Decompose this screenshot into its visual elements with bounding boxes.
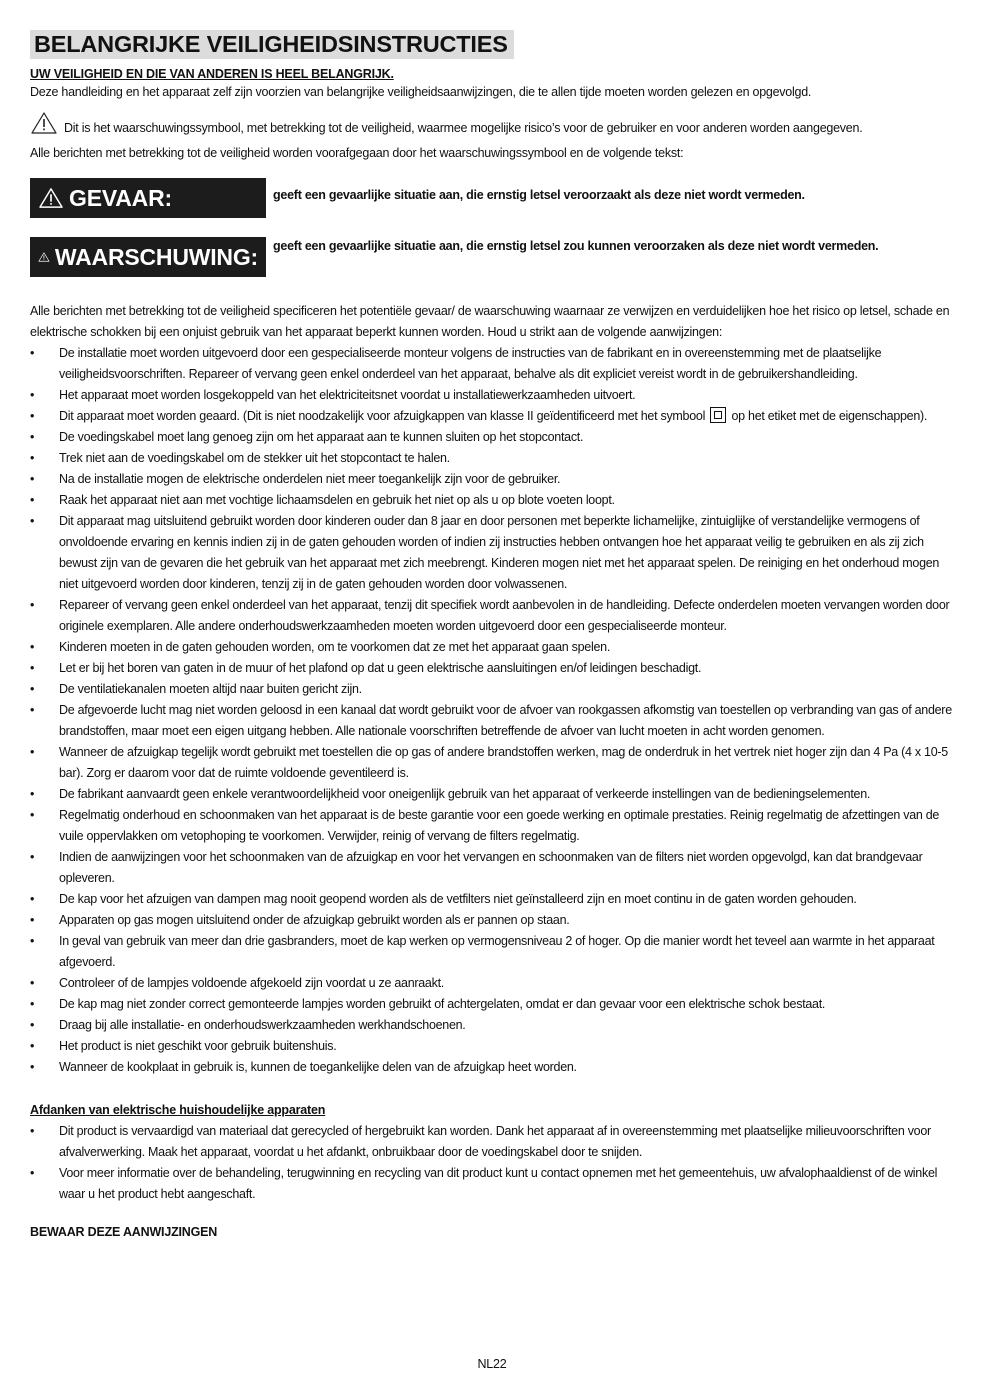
bullet-dot: • xyxy=(30,451,35,465)
list-item-text: De afgevoerde lucht mag niet worden geloosd in een kanaal dat wordt gebruikt voor de afvoer van rookgassen afkomstig van toestellen op verbranding van gas of andere brandstoffen, maar moet een eigen uitgang hebben. Alle nationale voorschriften betreffende de afvoer van lucht moeten in acht worden genomen. xyxy=(59,703,952,738)
list-item xyxy=(30,805,956,847)
list-item xyxy=(30,931,956,973)
bullet-dot: • xyxy=(30,997,35,1011)
bullet-dot: • xyxy=(30,976,35,990)
list-item-text: Apparaten op gas mogen uitsluitend onder de afzuigkap gebruikt worden als er pannen op staan. xyxy=(59,913,570,927)
safety-instructions-list xyxy=(30,343,956,1078)
intro-paragraph: Deze handleiding en het apparaat zelf zijn voorzien van belangrijke veiligheidsaanwijzingen, die te allen tijde moeten worden gelezen en opgevolgd. xyxy=(30,85,812,99)
bullet-dot: • xyxy=(30,430,35,444)
bullet-dot: • xyxy=(30,913,35,927)
warning-label: WAARSCHUWING: xyxy=(54,243,258,270)
bullet-dot: • xyxy=(30,661,35,675)
list-item-text: De kap mag niet zonder correct gemonteerde lampjes worden gebruikt of achtergelaten, omdat er dan gevaar voor een elektrische schok bestaat. xyxy=(59,997,826,1011)
list-item-text: De fabrikant aanvaardt geen enkele verantwoordelijkheid voor oneigenlijk gebruik van het apparaat of verkeerde instellingen van de bedieningselementen. xyxy=(59,787,871,801)
bullet-dot: • xyxy=(30,850,35,864)
list-item xyxy=(30,343,956,385)
list-item-text: De installatie moet worden uitgevoerd door een gespecialiseerde monteur volgens de instructies van de fabrikant en in overeenstemming met de plaatselijke veiligheidsvoorschriften. Repareer of vervang geen enkel onderdeel van het apparaat, behalve als dit expliciet vereist wordt in de gebruikershandleiding. xyxy=(59,346,882,381)
list-item xyxy=(30,973,956,994)
list-item xyxy=(30,847,956,889)
page-title-box xyxy=(30,30,514,59)
page-content xyxy=(30,30,956,1239)
list-item-text: Raak het apparaat niet aan met vochtige lichaamsdelen en gebruik het niet op als u op blote voeten loopt. xyxy=(59,493,615,507)
list-item xyxy=(30,1121,956,1163)
list-item xyxy=(30,595,956,637)
bullet-dot: • xyxy=(30,1124,35,1138)
danger-triangle-icon xyxy=(38,187,64,209)
list-item-text: Dit product is vervaardigd van materiaal dat gerecycled of hergebruikt kan worden. Dank het apparaat af in overeenstemming met plaatselijke milieuvoorschriften voor afvalverwerking. Maak het apparaat, voordat u het afdankt, onbruikbaar door de voedingskabel door te snijden. xyxy=(59,1124,931,1159)
bullet-dot: • xyxy=(30,934,35,948)
list-item-text: In geval van gebruik van meer dan drie gasbranders, moet de kap werken op vermogensniveau 2 of hoger. Op die manier wordt het teveel aan warmte in het apparaat afgevoerd. xyxy=(59,934,935,969)
bullet-dot: • xyxy=(30,409,35,423)
list-item xyxy=(30,742,956,784)
class-ii-symbol-icon xyxy=(710,407,726,423)
list-item xyxy=(30,994,956,1015)
page-number: NL22 xyxy=(477,1357,507,1371)
list-item xyxy=(30,1163,956,1205)
list-item xyxy=(30,1036,956,1057)
list-item-text: Let er bij het boren van gaten in de muur of het plafond op dat u geen elektrische aansluitingen en/of leidingen beschadigt. xyxy=(59,661,702,675)
bullet-dot: • xyxy=(30,703,35,717)
warning-description: geeft een gevaarlijke situatie aan, die ernstig letsel zou kunnen veroorzaken als deze niet wordt vermeden. xyxy=(273,239,879,253)
danger-label: GEVAAR: xyxy=(69,184,172,211)
bullet-dot: • xyxy=(30,640,35,654)
list-item-text: Voor meer informatie over de behandeling, terugwinning en recycling van dit product kunt u contact opnemen met het gemeentehuis, uw afvalophaaldienst of de winkel waar u het product hebt aangeschaft. xyxy=(59,1166,938,1201)
bullet-dot: • xyxy=(30,598,35,612)
list-item-text: Het apparaat moet worden losgekoppeld van het elektriciteitsnet voordat u installatiewerkzaamheden uitvoert. xyxy=(59,388,636,402)
list-item xyxy=(30,511,956,595)
list-item xyxy=(30,1057,956,1078)
warning-triangle-icon xyxy=(30,111,58,135)
warning-symbol-text: Dit is het waarschuwingssymbool, met betrekking tot de veiligheid, waarmee mogelijke risico’s voor de gebruiker en voor anderen worden aangegeven. xyxy=(64,121,863,135)
list-item-text: De ventilatiekanalen moeten altijd naar buiten gericht zijn. xyxy=(59,682,362,696)
list-item xyxy=(30,658,956,679)
list-item xyxy=(30,1015,956,1036)
bullet-dot: • xyxy=(30,514,35,528)
bullet-dot: • xyxy=(30,388,35,402)
danger-description: geeft een gevaarlijke situatie aan, die ernstig letsel veroorzaakt als deze niet wordt vermeden. xyxy=(273,188,805,202)
warning-box-triangle-icon xyxy=(38,246,50,268)
list-item xyxy=(30,910,956,931)
bullet-dot: • xyxy=(30,682,35,696)
list-item-text: De kap voor het afzuigen van dampen mag nooit geopend worden als de vetfilters niet geïnstalleerd zijn en moet continu in de gaten worden gehouden. xyxy=(59,892,857,906)
list-item-text: Trek niet aan de voedingskabel om de stekker uit het stopcontact te halen. xyxy=(59,451,450,465)
bullet-dot: • xyxy=(30,787,35,801)
bullet-dot: • xyxy=(30,346,35,360)
specify-paragraph: Alle berichten met betrekking tot de veiligheid specificeren het potentiële gevaar/ de waarschuwing waarnaar ze verwijzen en verduidelijken hoe het risico op letsel, schade en elektrische schokken bij een onjuist gebruik van het apparaat beperkt kunnen worden. Houd u strikt aan de volgende aanwijzingen: xyxy=(30,304,950,339)
keep-instructions: BEWAAR DEZE AANWIJZINGEN xyxy=(30,1225,218,1239)
bullet-dot: • xyxy=(30,472,35,486)
list-item xyxy=(30,889,956,910)
list-item-text: op het etiket met de eigenschappen). xyxy=(731,409,928,423)
disposal-list xyxy=(30,1121,956,1205)
list-item-text: Wanneer de kookplaat in gebruik is, kunnen de toegankelijke delen van de afzuigkap heet worden. xyxy=(59,1060,577,1074)
bullet-dot: • xyxy=(30,1039,35,1053)
bullet-dot: • xyxy=(30,745,35,759)
bullet-dot: • xyxy=(30,1018,35,1032)
list-item xyxy=(30,427,956,448)
list-item-text: Repareer of vervang geen enkel onderdeel van het apparaat, tenzij dit specifiek wordt aanbevolen in de handleiding. Defecte onderdelen moeten vervangen worden door originele exemplaren. Alle andere onderhoudswerkzaamheden moeten worden uitgevoerd door een gespecialiseerde monteur. xyxy=(59,598,950,633)
warning-box xyxy=(30,237,266,277)
list-item xyxy=(30,637,956,658)
list-item xyxy=(30,469,956,490)
list-item xyxy=(30,448,956,469)
list-item-text: Indien de aanwijzingen voor het schoonmaken van de afzuigkap en voor het vervangen en schoonmaken van de filters niet worden opgevolgd, kan dat brandgevaar opleveren. xyxy=(59,850,923,885)
list-item-text: Het product is niet geschikt voor gebruik buitenshuis. xyxy=(59,1039,337,1053)
list-item-text: Controleer of de lampjes voldoende afgekoeld zijn voordat u ze aanraakt. xyxy=(59,976,444,990)
list-item-text: Draag bij alle installatie- en onderhoudswerkzaamheden werkhandschoenen. xyxy=(59,1018,466,1032)
disposal-title: Afdanken van elektrische huishoudelijke apparaten xyxy=(30,1103,326,1117)
warning-symbol-line xyxy=(30,111,956,135)
warning-row xyxy=(30,237,956,277)
preceded-paragraph: Alle berichten met betrekking tot de veiligheid worden voorafgegaan door het waarschuwingssymbool en de volgende tekst: xyxy=(30,146,684,160)
list-item-text: Regelmatig onderhoud en schoonmaken van het apparaat is de beste garantie voor een goede werking en optimale prestaties. Reinig regelmatig de afzettingen van de vuile oppervlakken om vetophoping te voorkomen. Verwijder, reinig of vervang de filters regelmatig. xyxy=(59,808,940,843)
list-item-text: De voedingskabel moet lang genoeg zijn om het apparaat aan te kunnen sluiten op het stopcontact. xyxy=(59,430,584,444)
bullet-dot: • xyxy=(30,493,35,507)
list-item xyxy=(30,784,956,805)
safety-subtitle: UW VEILIGHEID EN DIE VAN ANDEREN IS HEEL BELANGRIJK. xyxy=(30,67,394,81)
list-item-text: Na de installatie mogen de elektrische onderdelen niet meer toegankelijk zijn voor de gebruiker. xyxy=(59,472,561,486)
danger-row xyxy=(30,178,956,218)
page-title: BELANGRIJKE VEILIGHEIDSINSTRUCTIES xyxy=(34,31,508,57)
list-item xyxy=(30,490,956,511)
list-item xyxy=(30,385,956,406)
list-item-text: Dit apparaat moet worden geaard. (Dit is niet noodzakelijk voor afzuigkappen van klasse II geïdentificeerd met het symbool xyxy=(59,409,706,423)
list-item-text: Kinderen moeten in de gaten gehouden worden, om te voorkomen dat ze met het apparaat gaan spelen. xyxy=(59,640,611,654)
list-item xyxy=(30,679,956,700)
bullet-dot: • xyxy=(30,1166,35,1180)
list-item xyxy=(30,700,956,742)
list-item xyxy=(30,406,956,427)
bullet-dot: • xyxy=(30,808,35,822)
bullet-dot: • xyxy=(30,1060,35,1074)
list-item-text: Dit apparaat mag uitsluitend gebruikt worden door kinderen ouder dan 8 jaar en door personen met beperkte lichamelijke, zintuiglijke of verstandelijke vermogens of onvoldoende ervaring en kennis indien zij in de gaten gehouden worden of indien zij instructies hebben ontvangen hoe het apparaat veilig te gebruiken en als zij zich bewust zijn van de gevaren die het gebruik van het apparaat met zich meebrengt. Kinderen mogen niet met het apparaat spelen. De reiniging en het onderhoud mogen niet uitgevoerd worden door kinderen, tenzij zij in de gaten gehouden worden door volwassenen. xyxy=(59,514,940,591)
danger-box xyxy=(30,178,266,218)
list-item-text: Wanneer de afzuigkap tegelijk wordt gebruikt met toestellen die op gas of andere brandstoffen werken, mag de onderdruk in het vertrek niet hoger zijn dan 4 Pa (4 x 10-5 bar). Zorg er daarom voor dat de ruimte voldoende geventileerd is. xyxy=(59,745,948,780)
bullet-dot: • xyxy=(30,892,35,906)
